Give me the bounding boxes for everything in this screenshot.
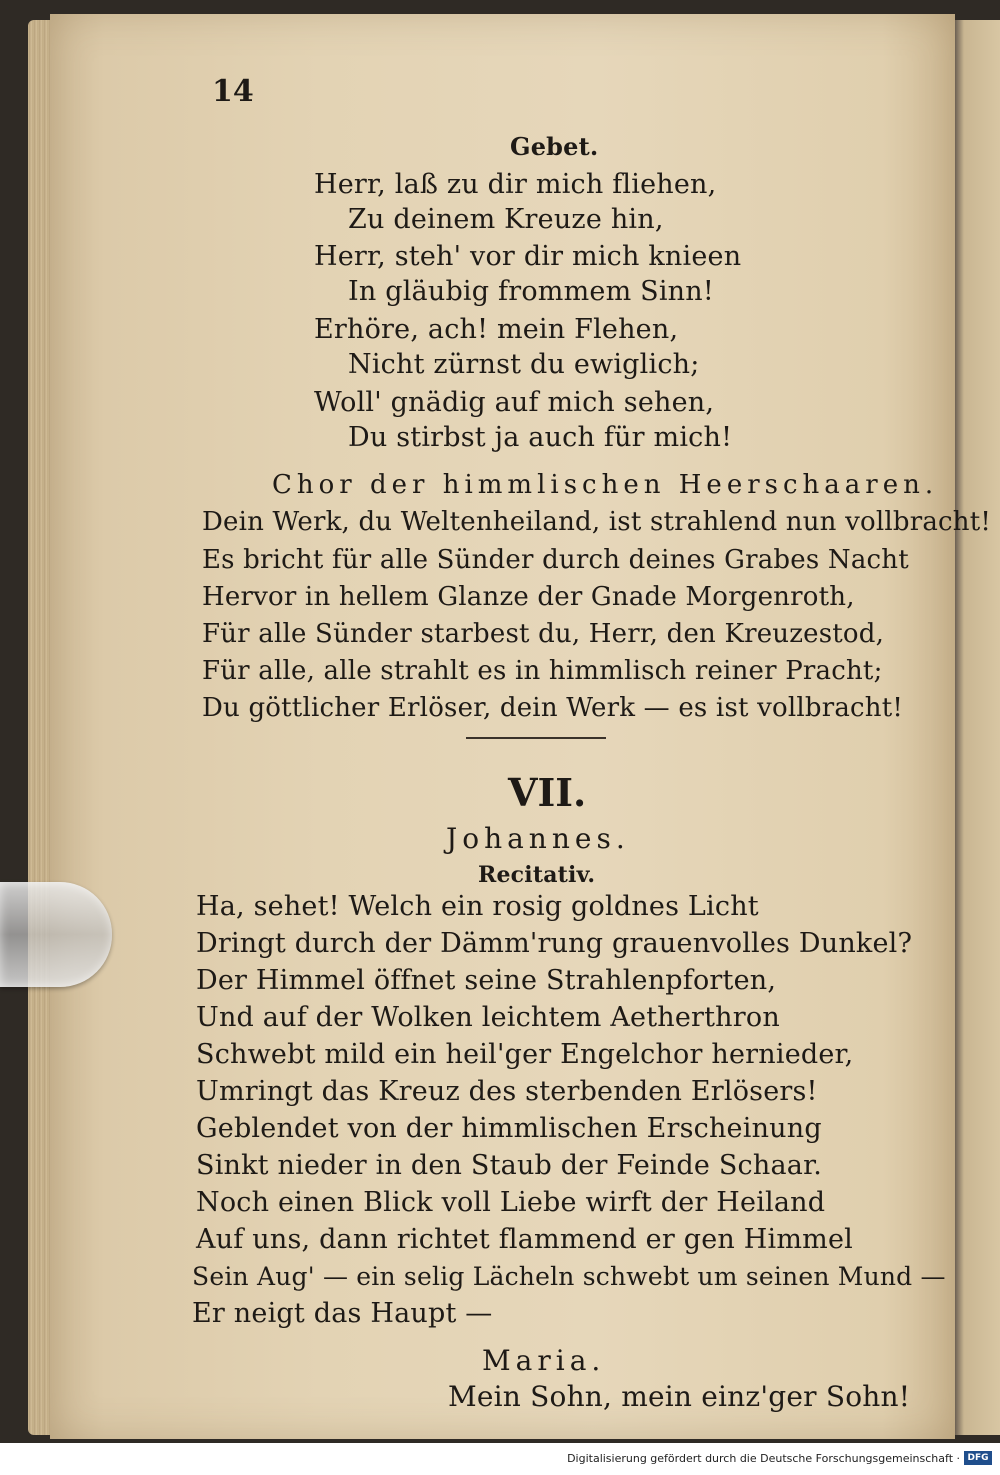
verse-line: Herr, steh' vor dir mich knieen [314, 241, 742, 272]
verse-line: Du göttlicher Erlöser, dein Werk — es ist vollbracht! [202, 693, 904, 723]
verse-line: Sinkt nieder in den Staub der Feinde Schaar. [196, 1150, 822, 1181]
verse-line: Erhöre, ach! mein Flehen, [314, 314, 679, 345]
verse-line: Für alle, alle strahlt es in himmlisch reiner Pracht; [202, 656, 883, 686]
funding-credit: Digitalisierung gefördert durch die Deutsche Forschungsgemeinschaft · [567, 1452, 960, 1465]
verse-line: Ha, sehet! Welch ein rosig goldnes Licht [196, 891, 759, 922]
verse-line: Der Himmel öffnet seine Strahlenpforten, [196, 965, 777, 996]
verse-line: Mein Sohn, mein einz'ger Sohn! [448, 1380, 911, 1413]
section-numeral: VII. [508, 770, 587, 815]
verse-line: Nicht zürnst du ewiglich; [348, 349, 700, 380]
speaker-maria: Maria. [482, 1344, 606, 1377]
speaker-johannes: Johannes. [446, 822, 630, 855]
verse-line: Umringt das Kreuz des sterbenden Erlösers! [196, 1076, 818, 1107]
verse-line: Sein Aug' — ein selig Lächeln schwebt um seinen Mund — [192, 1262, 946, 1291]
verse-line: In gläubig frommem Sinn! [348, 276, 714, 307]
verse-line: Noch einen Blick voll Liebe wirft der Heiland [196, 1187, 826, 1218]
verse-line: Zu deinem Kreuze hin, [348, 204, 664, 235]
section-heading-gebet: Gebet. [510, 132, 599, 161]
section-divider [466, 737, 606, 739]
subheading-recitativ: Recitativ. [478, 862, 596, 888]
verse-line: Woll' gnädig auf mich sehen, [314, 387, 715, 418]
verse-line: Schwebt mild ein heil'ger Engelchor hernieder, [196, 1039, 854, 1070]
dfg-logo: DFG [964, 1451, 992, 1465]
verse-line: Es bricht für alle Sünder durch deines Grabes Nacht [202, 545, 909, 575]
verse-line: Du stirbst ja auch für mich! [348, 422, 733, 453]
verse-line: Auf uns, dann richtet flammend er gen Himmel [196, 1224, 853, 1255]
verse-line: Dein Werk, du Weltenheiland, ist strahlend nun vollbracht! [202, 507, 992, 537]
verse-line: Er neigt das Haupt — [192, 1298, 493, 1329]
verse-line: Geblendet von der himmlischen Erscheinung [196, 1113, 822, 1144]
page-number: 14 [212, 74, 254, 109]
verse-line: Für alle Sünder starbest du, Herr, den Kreuzestod, [202, 619, 885, 649]
digitization-footer [0, 1443, 1000, 1475]
verse-line: Herr, laß zu dir mich fliehen, [314, 169, 717, 200]
verse-line: Dringt durch der Dämm'rung grauenvolles Dunkel? [196, 928, 913, 959]
verse-line: Hervor in hellem Glanze der Gnade Morgenroth, [202, 582, 855, 612]
verse-line: Und auf der Wolken leichtem Aetherthron [196, 1002, 780, 1033]
section-heading-chor: Chor der himmlischen Heerschaaren. [272, 470, 939, 500]
